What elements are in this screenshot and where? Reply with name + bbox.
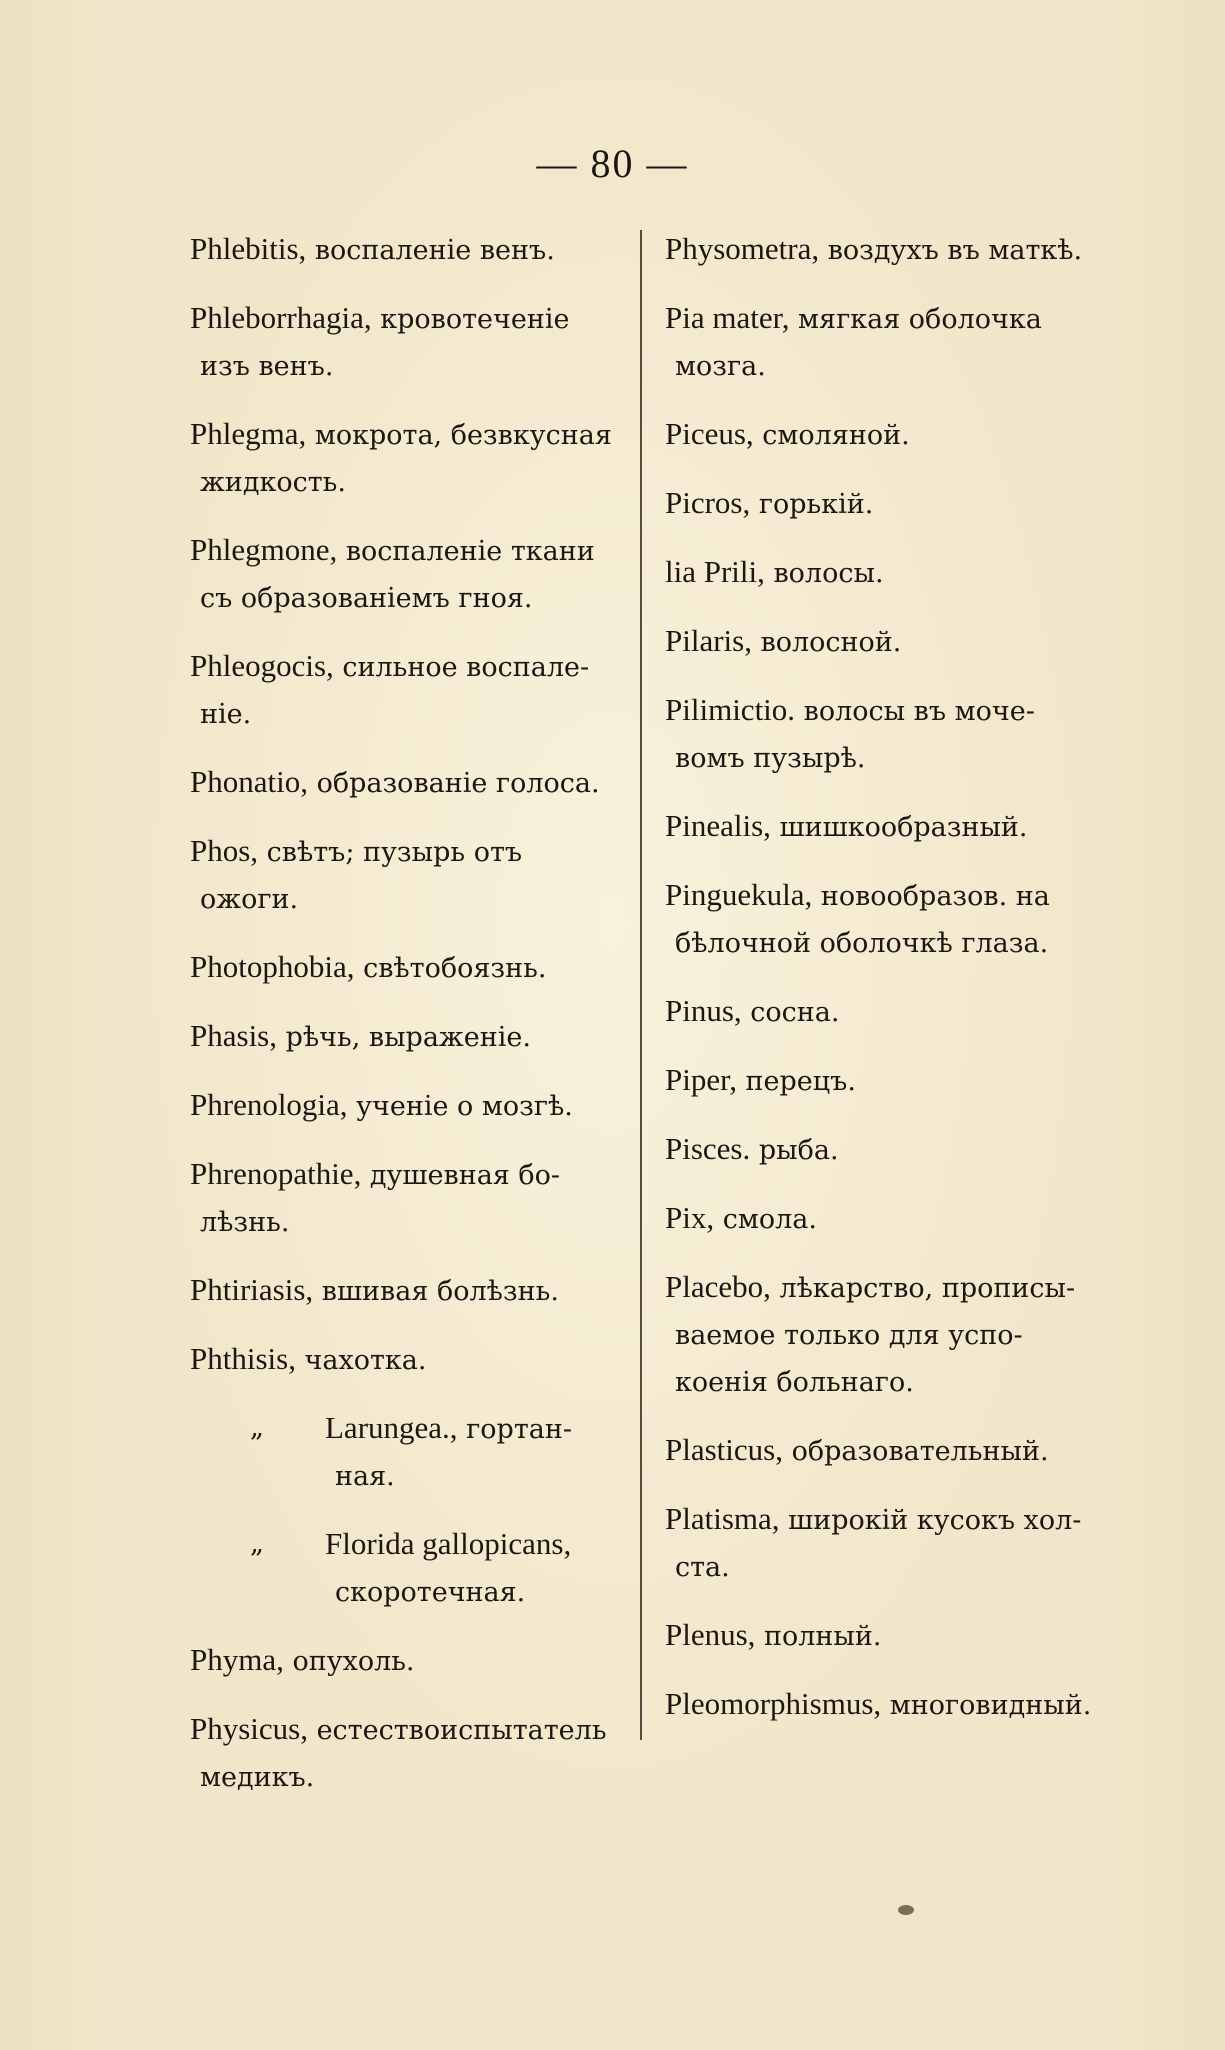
entry-definition: горькій. [750, 489, 874, 520]
entry-term: lia Prili, [665, 554, 765, 589]
entry-term: Platisma, [665, 1501, 780, 1536]
entry-definition: воздухъ въ маткѣ. [819, 235, 1083, 266]
dictionary-entry [190, 1636, 625, 1685]
entry-term: Pilaris, [665, 623, 752, 658]
entry-continuation: изъ венъ. [200, 351, 334, 382]
dictionary-entry [190, 642, 625, 738]
entry-term: Piper, [665, 1062, 737, 1097]
entry-definition: сосна. [741, 997, 840, 1028]
entry-term: Phleborrhagia, [190, 300, 372, 335]
entry-term: Physometra, [665, 231, 820, 266]
entry-term: Pisces. [665, 1131, 751, 1166]
dictionary-entry [190, 1081, 625, 1130]
entry-term: Phlegmone, [190, 532, 338, 567]
ditto-entry-body [325, 1520, 625, 1616]
dictionary-entry [665, 1426, 1105, 1475]
dictionary-entry [190, 1150, 625, 1246]
entry-continuation: ваемое только для успо- [675, 1320, 1023, 1351]
dictionary-entry [665, 1194, 1105, 1243]
entry-term: Florida gallopicans, [325, 1526, 572, 1561]
entry-definition: образовательный. [782, 1436, 1049, 1467]
entry-definition: шишкообразный. [770, 812, 1028, 843]
dictionary-entry [665, 1056, 1105, 1105]
entry-definition: новообразов. на [812, 881, 1050, 912]
ditto-mark: „ [250, 1528, 264, 1559]
entry-definition: смоляной. [753, 420, 910, 451]
entry-continuation: бѣлочной оболочкѣ глаза. [675, 928, 1049, 959]
entry-definition: широкій кусокъ хол- [779, 1505, 1082, 1536]
entry-definition: образованіе голоса. [307, 768, 600, 799]
entry-definition: свѣтъ; пузырь отъ [258, 837, 523, 868]
dictionary-entry [190, 1335, 625, 1384]
dictionary-entry [190, 1705, 625, 1801]
ditto-mark: „ [250, 1412, 264, 1443]
right-column [665, 225, 1105, 1749]
entry-continuation: вомъ пузырѣ. [675, 743, 866, 774]
entry-term: Pinguekula, [665, 877, 813, 912]
dictionary-entry [665, 987, 1105, 1036]
ditto-entry [250, 1404, 625, 1500]
ditto-entry-body [325, 1404, 625, 1500]
entry-definition: волосы въ моче- [795, 696, 1035, 727]
page-number: — 80 — [536, 141, 689, 186]
entry-term: Phthisis, [190, 1341, 296, 1376]
dictionary-entry [665, 1611, 1105, 1660]
entry-definition: полный. [755, 1621, 882, 1652]
entry-definition: перецъ. [736, 1066, 856, 1097]
entry-definition: опухоль. [283, 1646, 415, 1677]
entry-definition: лѣкарство, прописы- [770, 1273, 1076, 1304]
entry-definition: вшивая болѣзнь. [313, 1276, 559, 1307]
entry-term: Pia mater, [665, 300, 790, 335]
entry-term: Phtiriasis, [190, 1272, 314, 1307]
entry-continuation: лѣзнь. [200, 1207, 290, 1238]
entry-term: Photophobia, [190, 949, 355, 984]
entry-term: Phleogocis, [190, 648, 334, 683]
entry-term: Pinus, [665, 993, 742, 1028]
entry-definition: кровотеченіе [371, 304, 570, 335]
dictionary-entry [665, 1125, 1105, 1174]
entry-definition: волосы. [764, 558, 884, 589]
entry-definition: волосной. [751, 627, 902, 658]
dictionary-entry [190, 526, 625, 622]
entry-definition: рыба. [750, 1135, 839, 1166]
entry-definition: чахотка. [295, 1345, 427, 1376]
entry-term: Physicus, [190, 1711, 308, 1746]
entry-term: Picros, [665, 485, 751, 520]
entry-continuation: ожоги. [200, 884, 299, 915]
dictionary-entry [190, 943, 625, 992]
entry-definition: воспаленіе венъ. [306, 235, 555, 266]
entry-definition: смола. [714, 1204, 817, 1235]
dictionary-entry [190, 1266, 625, 1315]
dictionary-entry [665, 479, 1105, 528]
dictionary-entry [665, 410, 1105, 459]
entry-continuation: жидкость. [200, 467, 346, 498]
entry-term: Larungea., [325, 1410, 458, 1445]
entry-definition: ученіе о мозгѣ. [347, 1091, 573, 1122]
entry-term: Phlebitis, [190, 231, 307, 266]
ditto-entry [250, 1520, 625, 1616]
entry-continuation: съ образованіемъ гноя. [200, 583, 533, 614]
entry-term: Phasis, [190, 1018, 277, 1053]
entry-definition: мягкая оболочка [789, 304, 1042, 335]
entry-term: Pilimictio. [665, 692, 796, 727]
entry-term: Plenus, [665, 1617, 756, 1652]
dictionary-entry [190, 1012, 625, 1061]
entry-term: Phlegma, [190, 416, 307, 451]
dictionary-entry [665, 802, 1105, 851]
dictionary-entry [665, 225, 1105, 274]
entry-definition: воспаленіе ткани [337, 536, 595, 567]
dictionary-entry [665, 871, 1105, 967]
dictionary-entry [665, 1680, 1105, 1729]
entry-term: Plasticus, [665, 1432, 783, 1467]
entry-term: Pinealis, [665, 808, 771, 843]
entry-continuation: мозга. [675, 351, 766, 382]
dictionary-entry [190, 827, 625, 923]
entry-term: Piceus, [665, 416, 754, 451]
entry-definition: естествоиспытатель [308, 1715, 607, 1746]
entry-definition: мокрота, безвкусная [306, 420, 612, 451]
entry-continuation: ная. [335, 1461, 395, 1492]
entry-term: Phrenologia, [190, 1087, 348, 1122]
entry-continuation: медикъ. [200, 1762, 315, 1793]
entry-definition: свѣтобоязнь. [354, 953, 547, 984]
entry-term: Phos, [190, 833, 259, 868]
dictionary-entry [665, 686, 1105, 782]
entry-continuation: ніе. [200, 699, 252, 730]
entry-term: Phrenopathie, [190, 1156, 362, 1191]
entry-definition: многовидный. [881, 1690, 1092, 1721]
dictionary-entry [665, 294, 1105, 390]
dictionary-entry [190, 410, 625, 506]
dictionary-entry [665, 617, 1105, 666]
entry-continuation: коенія больнаго. [675, 1367, 914, 1398]
entry-definition: душевная бо- [361, 1160, 561, 1191]
entry-definition: гортан- [457, 1414, 572, 1445]
entry-continuation: скоротечная. [335, 1577, 526, 1608]
entry-term: Placebo, [665, 1269, 771, 1304]
dictionary-entry [665, 1263, 1105, 1406]
dictionary-entry [190, 758, 625, 807]
entry-definition: рѣчь, выраженіе. [277, 1022, 531, 1053]
ink-speck [898, 1905, 914, 1915]
entry-term: Pleomorphismus, [665, 1686, 882, 1721]
entry-term: Phonatio, [190, 764, 308, 799]
dictionary-entry [190, 225, 625, 274]
dictionary-entry [190, 294, 625, 390]
dictionary-entry [665, 548, 1105, 597]
entry-continuation: ста. [675, 1552, 730, 1583]
entry-term: Phyma, [190, 1642, 284, 1677]
left-column [190, 225, 625, 1821]
dictionary-entry [665, 1495, 1105, 1591]
column-divider [640, 230, 642, 1740]
entry-term: Pix, [665, 1200, 715, 1235]
entry-definition: сильное воспале- [333, 652, 590, 683]
